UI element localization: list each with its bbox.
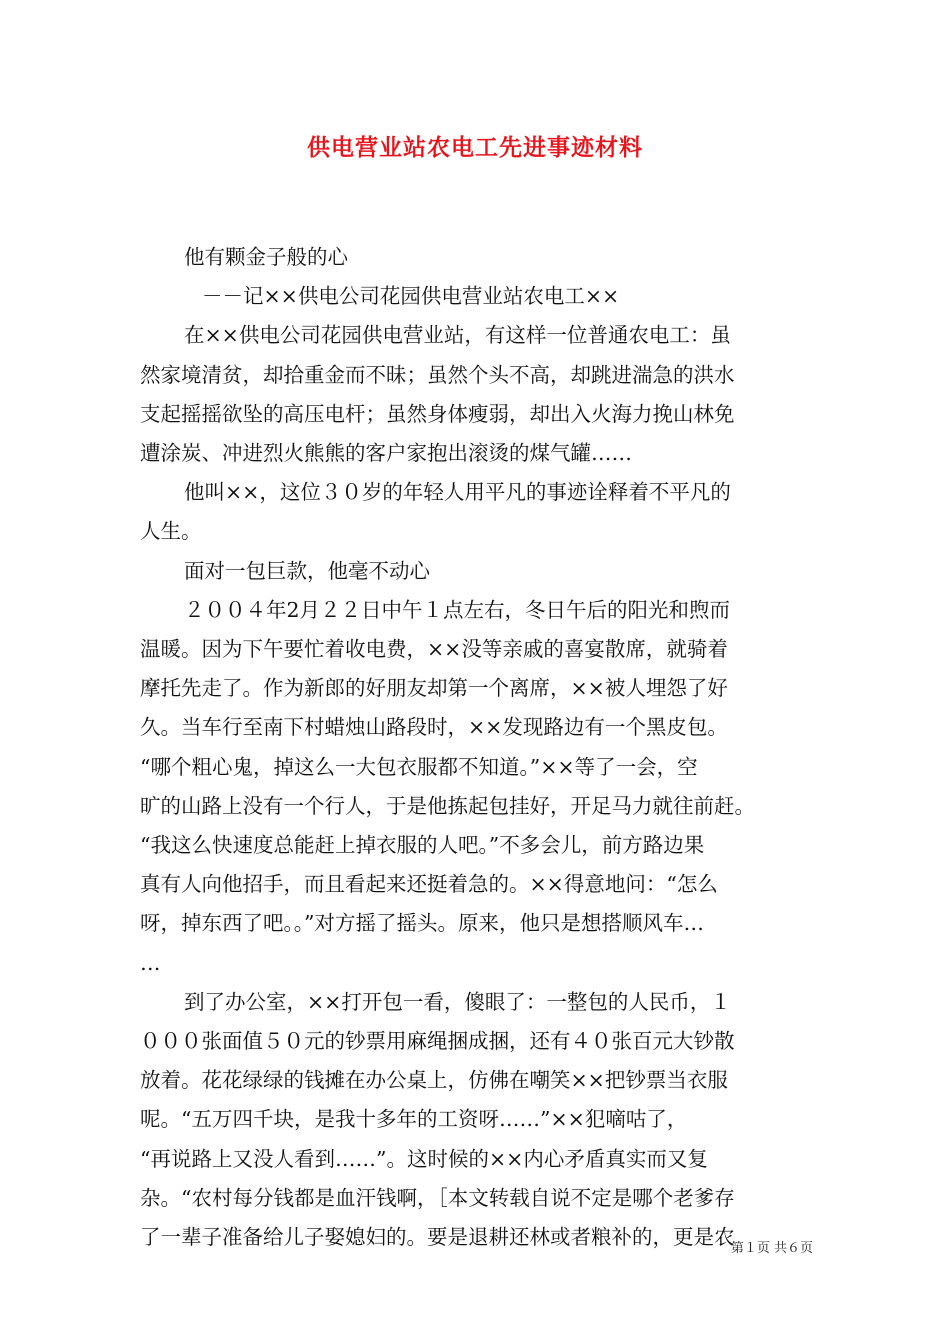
paragraph-line: 人生。 (140, 519, 202, 544)
paragraph-line: ０００张面值５０元的钞票用麻绳捆成捆，还有４０张百元大钞散 (140, 1029, 735, 1054)
paragraph-line: ２００４年2月２２日中午１点左右，冬日午后的阳光和煦而 (184, 597, 731, 622)
paragraph-line: 呢。“五万四千块，是我十多年的工资呀……”××犯嘀咕了， (140, 1107, 688, 1132)
paragraph-line: 在××供电公司花园供电营业站，有这样一位普通农电工：虽 (184, 323, 731, 348)
paragraph-line: 然家境清贫，却拾重金而不昧；虽然个头不高，却跳进湍急的洪水 (140, 362, 735, 387)
paragraph-line: 放着。花花绿绿的钱摊在办公桌上，仿佛在嘲笑××把钞票当衣服 (140, 1068, 728, 1093)
section-heading: 面对一包巨款，他毫不动心 (184, 558, 430, 583)
paragraph-line: … (140, 950, 161, 975)
paragraph-line: 他叫××，这位３０岁的年轻人用平凡的事迹诠释着不平凡的 (184, 480, 731, 505)
paragraph-line: 旷的山路上没有一个行人，于是他拣起包挂好，开足马力就往前赶。 (140, 793, 755, 818)
paragraph-line: 真有人向他招手，而且看起来还挺着急的。××得意地问：“怎么 (140, 872, 718, 897)
document-title: 供电营业站农电工先进事迹材料 (307, 134, 643, 161)
paragraph-line: 支起摇摇欲坠的高压电杆；虽然身体瘦弱，却出入火海力挽山林免 (140, 401, 735, 426)
subtitle-line: －－记××供电公司花园供电营业站农电工×× (202, 284, 620, 309)
paragraph-line: 到了办公室，××打开包一看，傻眼了：一整包的人民币，１ (184, 989, 731, 1014)
page-number: 第１页 共６页 (730, 1241, 813, 1256)
section-heading: 他有颗金子般的心 (184, 245, 348, 269)
paragraph-line: 摩托先走了。作为新郎的好朋友却第一个离席，××被人埋怨了好 (140, 676, 728, 701)
paragraph-line: 久。当车行至南下村蜡烛山路段时，××发现路边有一个黑皮包。 (140, 715, 728, 740)
paragraph-line: 遭涂炭、冲进烈火熊熊的客户家抱出滚烫的煤气罐…… (140, 441, 632, 466)
document-body (140, 238, 820, 1257)
paragraph-line: 了一辈子准备给儿子娶媳妇的。要是退耕还林或者粮补的，更是农 (140, 1225, 735, 1250)
paragraph-line: “再说路上又没人看到……”。这时候的××内心矛盾真实而又复 (140, 1146, 708, 1171)
paragraph-line: 温暖。因为下午要忙着收电费，××没等亲戚的喜宴散席，就骑着 (140, 637, 728, 662)
paragraph-line: 呀，掉东西了吧。。”对方摇了摇头。原来，他只是想搭顺风车… (140, 911, 704, 936)
paragraph-line: 杂。“农村每分钱都是血汗钱啊，［本文转载自说不定是哪个老爹存 (140, 1185, 735, 1210)
paragraph-line: “哪个粗心鬼，掉这么一大包衣服都不知道。”××等了一会，空 (140, 754, 698, 779)
paragraph-line: “我这么快速度总能赶上掉衣服的人吧。”不多会儿，前方路边果 (140, 833, 705, 858)
